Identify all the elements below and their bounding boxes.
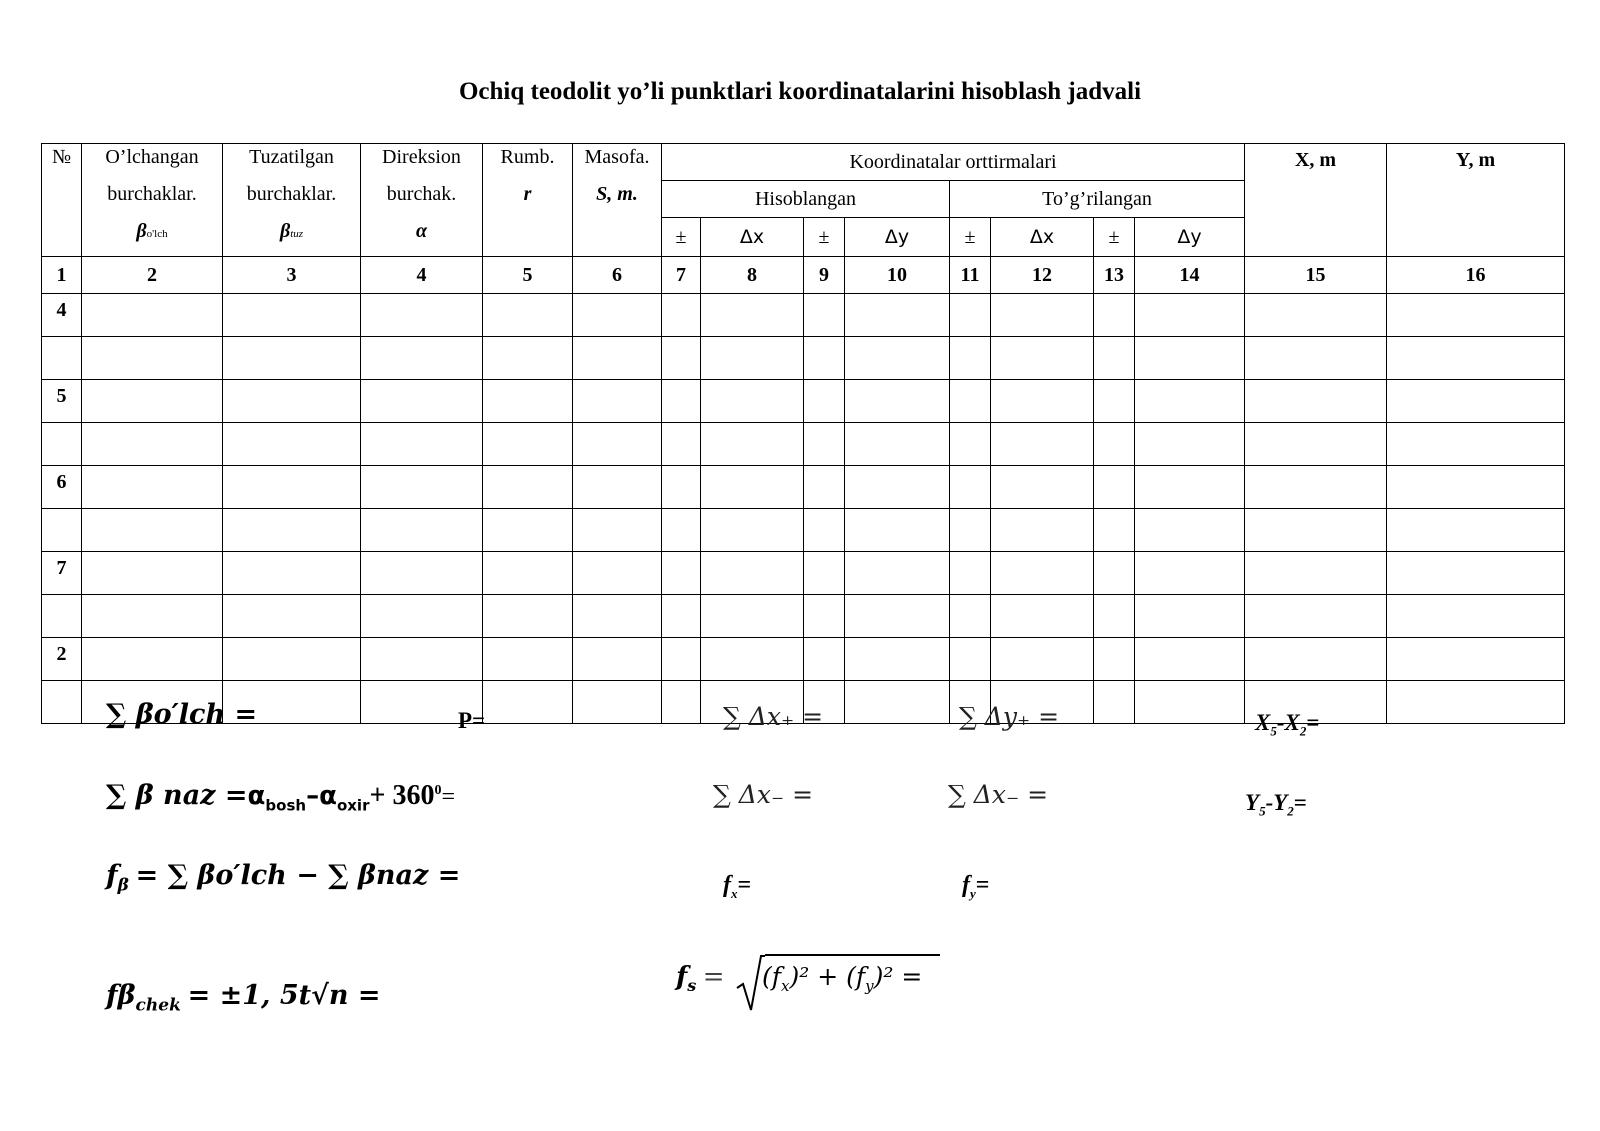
column-number-cell: 8 — [701, 257, 804, 294]
column-number-cell: 7 — [662, 257, 701, 294]
table-cell — [573, 552, 662, 595]
table-cell — [82, 337, 223, 380]
table-cell — [483, 294, 573, 337]
column-number-cell: 5 — [483, 257, 573, 294]
table-cell — [361, 466, 483, 509]
table-cell — [223, 337, 361, 380]
table-cell — [573, 380, 662, 423]
header-pm: ± — [804, 218, 845, 257]
formula-fs-radicand: $(f_x)^2 + (f_y)^2$ = — [762, 962, 923, 995]
table-cell — [573, 638, 662, 681]
header-x: X, m — [1245, 144, 1387, 257]
page-title: Ochiq teodolit yo’li punktlari koordinatalarini hisoblash jadvali — [458, 78, 1142, 105]
header-measured-angles: O’lchangan burchaklar. βo'lch — [82, 144, 223, 257]
row-point-label: 4 — [42, 294, 82, 337]
table-cell — [223, 380, 361, 423]
table-cell — [483, 509, 573, 552]
row-point-label: 6 — [42, 466, 82, 509]
row-point-label — [42, 595, 82, 638]
table-cell — [701, 466, 804, 509]
formula-f-beta: $f_\beta$ = ∑ βo′lch − ∑ βnaz = — [106, 860, 461, 896]
table-cell — [1245, 337, 1387, 380]
table-cell — [223, 552, 361, 595]
table-cell — [1094, 380, 1135, 423]
table-cell — [223, 423, 361, 466]
table-cell — [1245, 552, 1387, 595]
table-cell — [483, 595, 573, 638]
table-cell — [223, 294, 361, 337]
row-point-label — [42, 509, 82, 552]
header-coordinate-increments: Koordinatalar orttirmalari — [662, 144, 1245, 181]
table-cell — [662, 595, 701, 638]
table-cell — [662, 423, 701, 466]
table-cell — [950, 595, 991, 638]
row-point-label: 5 — [42, 380, 82, 423]
header-no: № — [42, 144, 82, 257]
column-number-cell: 1 — [42, 257, 82, 294]
table-cell — [804, 380, 845, 423]
sqrt-bar — [765, 954, 940, 956]
table-cell — [991, 595, 1094, 638]
table-cell — [1245, 294, 1387, 337]
table-cell — [483, 638, 573, 681]
table-cell — [223, 509, 361, 552]
table-cell — [1135, 423, 1245, 466]
table-cell — [662, 509, 701, 552]
table-cell — [701, 552, 804, 595]
table-cell — [1094, 466, 1135, 509]
table-cell — [950, 423, 991, 466]
table-cell — [1135, 509, 1245, 552]
formula-f-beta-limit: $f\beta_{chek} = \pm 1$, 5t√n = — [106, 980, 381, 1016]
table-cell — [1135, 681, 1245, 724]
header-corrected: To’g’rilangan — [950, 181, 1245, 218]
table-cell — [1094, 595, 1135, 638]
table-cell — [845, 294, 950, 337]
header-pm: ± — [1094, 218, 1135, 257]
table-cell — [1135, 380, 1245, 423]
table-cell — [701, 294, 804, 337]
table-cell — [483, 337, 573, 380]
header-distance: Masofa. S, m. — [573, 144, 662, 257]
table-row — [42, 552, 1565, 595]
table-cell — [1245, 509, 1387, 552]
table-cell — [950, 638, 991, 681]
row-point-label: 7 — [42, 552, 82, 595]
header-calculated: Hisoblangan — [662, 181, 950, 218]
table-cell — [701, 595, 804, 638]
table-cell — [1245, 595, 1387, 638]
header-direction-angle: Direksion burchak. α — [361, 144, 483, 257]
table-cell — [1387, 595, 1565, 638]
header-dy: Δy — [845, 218, 950, 257]
table-row — [42, 380, 1565, 423]
table-cell — [361, 509, 483, 552]
table-row — [42, 294, 1565, 337]
table-cell — [483, 466, 573, 509]
table-cell — [991, 423, 1094, 466]
table-cell — [82, 552, 223, 595]
column-number-cell: 3 — [223, 257, 361, 294]
column-number-row — [42, 257, 1565, 294]
column-number-cell: 2 — [82, 257, 223, 294]
column-number-cell: 11 — [950, 257, 991, 294]
table-cell — [82, 509, 223, 552]
table-cell — [991, 509, 1094, 552]
table-cell — [573, 681, 662, 724]
table-cell — [845, 638, 950, 681]
table-row — [42, 466, 1565, 509]
table-cell — [1135, 552, 1245, 595]
formula-sum-beta-theoretical: ∑ β naz $=\alpha_{bosh}-\alpha_{oxir}+ 360^0=$ — [106, 780, 455, 815]
table-cell — [804, 423, 845, 466]
formula-y5-y2: $Y_5-Y_2=$ — [1245, 790, 1307, 819]
table-cell — [483, 552, 573, 595]
table-cell — [662, 638, 701, 681]
table-cell — [1387, 294, 1565, 337]
coordinates-table — [41, 143, 1565, 724]
column-number-cell: 16 — [1387, 257, 1565, 294]
table-cell — [1387, 466, 1565, 509]
sqrt-radical-icon — [735, 950, 765, 1014]
table-cell — [1387, 552, 1565, 595]
table-cell — [804, 294, 845, 337]
header-dx: Δx — [991, 218, 1094, 257]
row-point-label — [42, 337, 82, 380]
table-cell — [950, 552, 991, 595]
table-cell — [950, 380, 991, 423]
formula-sum-beta-measured: ∑ βo′lch = — [106, 699, 258, 730]
table-cell — [701, 380, 804, 423]
column-number-cell: 12 — [991, 257, 1094, 294]
table-cell — [82, 595, 223, 638]
table-cell — [361, 294, 483, 337]
table-cell — [845, 509, 950, 552]
table-cell — [662, 466, 701, 509]
table-cell — [1387, 509, 1565, 552]
column-number-cell: 4 — [361, 257, 483, 294]
table-cell — [991, 552, 1094, 595]
table-cell — [361, 638, 483, 681]
table-cell — [1135, 294, 1245, 337]
table-cell — [804, 337, 845, 380]
table-cell — [573, 337, 662, 380]
table-cell — [223, 595, 361, 638]
table-cell — [573, 595, 662, 638]
table-cell — [950, 509, 991, 552]
header-pm: ± — [950, 218, 991, 257]
table-cell — [804, 552, 845, 595]
table-cell — [845, 466, 950, 509]
table-cell — [361, 423, 483, 466]
table-cell — [845, 595, 950, 638]
table-cell — [82, 638, 223, 681]
table-cell — [1094, 337, 1135, 380]
table-cell — [1245, 466, 1387, 509]
table-cell — [1094, 638, 1135, 681]
table-cell — [82, 380, 223, 423]
table-cell — [662, 294, 701, 337]
table-cell — [573, 294, 662, 337]
row-point-label: 2 — [42, 638, 82, 681]
table-cell — [804, 595, 845, 638]
table-cell — [1094, 423, 1135, 466]
table-cell — [991, 337, 1094, 380]
table-cell — [1387, 380, 1565, 423]
formula-fx: $f_x=$ — [723, 872, 752, 901]
table-cell — [483, 423, 573, 466]
table-cell — [1245, 380, 1387, 423]
table-cell — [701, 509, 804, 552]
table-cell — [573, 423, 662, 466]
table-cell — [1135, 466, 1245, 509]
formula-fs: $f_s$ = — [676, 962, 725, 996]
column-number-cell: 14 — [1135, 257, 1245, 294]
table-cell — [1387, 681, 1565, 724]
header-pm: ± — [662, 218, 701, 257]
table-row — [42, 595, 1565, 638]
table-cell — [701, 337, 804, 380]
table-cell — [845, 337, 950, 380]
table-row — [42, 638, 1565, 681]
table-cell — [950, 466, 991, 509]
table-cell — [361, 595, 483, 638]
column-number-cell: 15 — [1245, 257, 1387, 294]
table-cell — [950, 294, 991, 337]
table-cell — [1094, 681, 1135, 724]
table-cell — [1387, 638, 1565, 681]
table-cell — [845, 681, 950, 724]
table-cell — [701, 638, 804, 681]
header-corrected-angles: Tuzatilgan burchaklar. βtuz — [223, 144, 361, 257]
table-cell — [573, 509, 662, 552]
table-cell — [662, 681, 701, 724]
table-cell — [1135, 638, 1245, 681]
header-rumb: Rumb. r — [483, 144, 573, 257]
table-cell — [1245, 638, 1387, 681]
table-cell — [662, 380, 701, 423]
table-cell — [1245, 423, 1387, 466]
table-cell — [950, 337, 991, 380]
table-cell — [361, 380, 483, 423]
table-cell — [845, 423, 950, 466]
table-cell — [361, 552, 483, 595]
table-row — [42, 337, 1565, 380]
formula-x5-x2: $X_5-X_2=$ — [1255, 710, 1320, 739]
table-row — [42, 423, 1565, 466]
formula-sum-dy-plus: ∑ Δy₊ = — [959, 702, 1060, 731]
formula-sum-dx-minus: ∑ Δx₋ = — [713, 780, 814, 809]
table-cell — [483, 681, 573, 724]
row-point-label — [42, 423, 82, 466]
formula-sum-dy-minus: ∑ Δx₋ = — [948, 780, 1049, 809]
formula-fy: $f_y=$ — [962, 872, 990, 901]
row-point-label — [42, 681, 82, 724]
table-cell — [483, 380, 573, 423]
table-cell — [1387, 337, 1565, 380]
table-cell — [82, 294, 223, 337]
table-cell — [991, 294, 1094, 337]
table-cell — [662, 337, 701, 380]
table-cell — [1387, 423, 1565, 466]
table-cell — [1135, 595, 1245, 638]
table-cell — [1135, 337, 1245, 380]
column-number-cell: 6 — [573, 257, 662, 294]
column-number-cell: 10 — [845, 257, 950, 294]
table-cell — [361, 337, 483, 380]
table-cell — [1094, 294, 1135, 337]
header-dx: Δx — [701, 218, 804, 257]
table-cell — [1094, 552, 1135, 595]
formula-sum-dx-plus: ∑ Δx₊ = — [723, 702, 824, 731]
header-dy: Δy — [1135, 218, 1245, 257]
column-number-cell: 9 — [804, 257, 845, 294]
table-cell — [804, 466, 845, 509]
table-cell — [991, 638, 1094, 681]
table-cell — [223, 638, 361, 681]
table-cell — [223, 466, 361, 509]
table-cell — [1094, 509, 1135, 552]
table-cell — [82, 466, 223, 509]
table-cell — [573, 466, 662, 509]
formula-perimeter: P= — [458, 708, 486, 733]
table-cell — [804, 638, 845, 681]
table-cell — [991, 380, 1094, 423]
table-cell — [82, 423, 223, 466]
table-cell — [804, 509, 845, 552]
table-cell — [845, 552, 950, 595]
table-cell — [701, 423, 804, 466]
table-cell — [845, 380, 950, 423]
header-y: Y, m — [1387, 144, 1565, 257]
table-cell — [662, 552, 701, 595]
column-number-cell: 13 — [1094, 257, 1135, 294]
table-row — [42, 509, 1565, 552]
table-cell — [991, 466, 1094, 509]
